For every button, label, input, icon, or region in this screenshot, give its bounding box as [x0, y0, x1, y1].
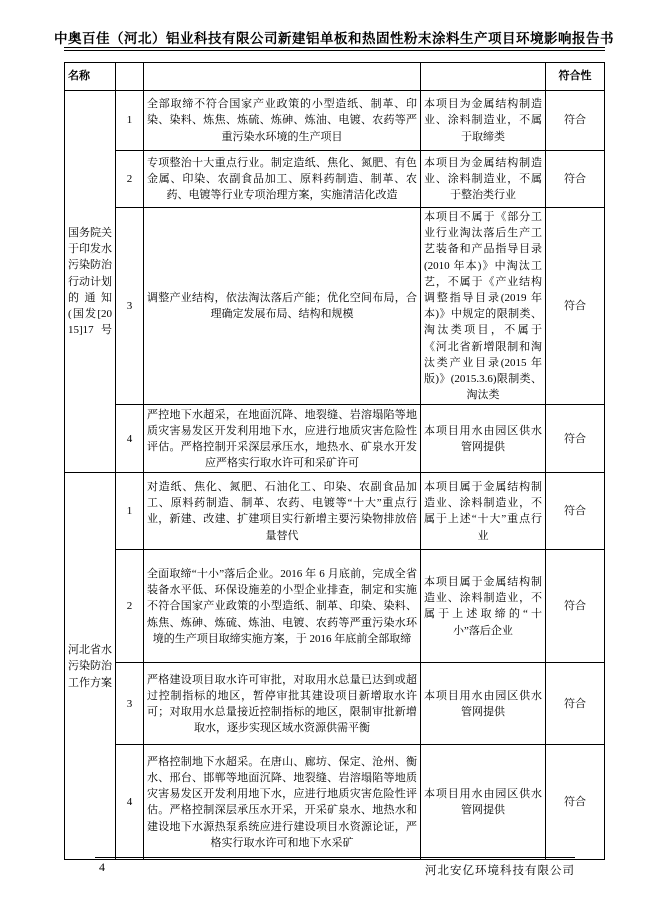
compliance-result: 符合 — [546, 405, 605, 473]
requirement-text: 全面取缔“十小”落后企业。2016 年 6 月底前，完成全省装备水平低、环保设施差的小型企业排查，制定和实施不符合国家产业政策的小型造纸、制革、印染、染料、炼焦、炼砷、炼硫、炼油、电镀、农药等严重污染水环境的生产项目取缔实施方案，于 2016 年底前全部取缔 — [144, 550, 421, 663]
table-header-row — [65, 63, 605, 91]
table-row — [65, 405, 605, 473]
compliance-result: 符合 — [546, 151, 605, 208]
compliance-result: 符合 — [546, 91, 605, 151]
requirement-text: 专项整治十大重点行业。制定造纸、焦化、氮肥、有色金属、印染、农副食品加工、原料药制造、制革、农药、电镀等行业专项治理方案，实施清洁化改造 — [144, 151, 421, 208]
row-number: 1 — [116, 91, 144, 151]
column-header-name: 名称 — [65, 63, 116, 91]
compliance-result: 符合 — [546, 473, 605, 550]
project-analysis-text: 本项目为金属结构制造业、涂料制造业，不属于整治类行业 — [421, 151, 546, 208]
row-number: 4 — [116, 405, 144, 473]
project-analysis-text: 本项目用水由园区供水管网提供 — [421, 663, 546, 745]
header-spacer-cell — [116, 63, 144, 91]
compliance-result: 符合 — [546, 550, 605, 663]
project-analysis-text: 本项目为金属结构制造业、涂料制造业，不属于取缔类 — [421, 91, 546, 151]
document-header-title: 中奥百佳（河北）铝业科技有限公司新建铝单板和热固性粉末涂料生产项目环境影响报告书 — [54, 31, 614, 46]
header-double-rule — [64, 47, 605, 51]
row-number: 2 — [116, 550, 144, 663]
compliance-result: 符合 — [546, 663, 605, 745]
project-analysis-text: 本项目属于金属结构制造业、涂料制造业，不属于上述“十大”重点行业 — [421, 473, 546, 550]
footer-rule — [95, 857, 575, 858]
requirement-text: 对造纸、焦化、氮肥、石油化工、印染、农副食品加工、原料药制造、制革、农药、电镀等“十大”重点行业，新建、改建、扩建项目实行新增主要污染物排放倍量替代 — [144, 473, 421, 550]
project-analysis-text: 本项目用水由园区供水管网提供 — [421, 745, 546, 860]
footer-company-name: 河北安亿环境科技有限公司 — [425, 865, 575, 877]
header-spacer-cell — [144, 63, 421, 91]
project-analysis-text: 本项目不属于《部分工业行业淘汰落后生产工艺装备和产品指导目录(2010 年本)》中淘汰工艺，不属于《产业结构调整指导目录(2019 年本)》中规定的限制类、淘汰类项目，不属于《河北省新增限制和淘汰类产业目录(2015 年版)》(2015.3.6)限制类、淘汰类 — [421, 208, 546, 405]
header-spacer-cell — [421, 63, 546, 91]
row-number: 3 — [116, 208, 144, 405]
table-row — [65, 151, 605, 208]
policy-group-label: 河北省水污染防治工作方案 — [65, 473, 116, 860]
requirement-text: 严格控制地下水超采。在唐山、廊坊、保定、沧州、衡水、邢台、邯郸等地面沉降、地裂缝、岩溶塌陷等地质灾害易发区开发利用地下水，应进行地质灾害危险性评估。严格控制深层承压水开采，开采矿泉水、地热水和建设地下水源热泵系统应进行建设项目水资源论证，严格实行取水许可和地下水采矿 — [144, 745, 421, 860]
policy-group-label: 国务院关于印发水污染防治行动计划的通知(国发[2015]17号 — [65, 91, 116, 473]
row-number: 4 — [116, 745, 144, 860]
page-number: 4 — [99, 860, 105, 874]
table-row — [65, 91, 605, 151]
row-number: 2 — [116, 151, 144, 208]
requirement-text: 严格建设项目取水许可审批，对取用水总量已达到或超过控制指标的地区，暂停审批其建设项目新增取水许可；对取用水总量接近控制指标的地区，限制审批新增取水，逐步实现区域水资源供需平衡 — [144, 663, 421, 745]
project-analysis-text: 本项目用水由园区供水管网提供 — [421, 405, 546, 473]
table-row — [65, 208, 605, 405]
requirement-text: 严控地下水超采，在地面沉降、地裂缝、岩溶塌陷等地质灾害易发区开发利用地下水，应进行地质灾害危险性评估。严格控制开采深层承压水，地热水、矿泉水开发应严格实行取水许可和采矿许可 — [144, 405, 421, 473]
column-header-compliance: 符合性 — [546, 63, 605, 91]
row-number: 3 — [116, 663, 144, 745]
compliance-result: 符合 — [546, 745, 605, 860]
table-row — [65, 745, 605, 860]
table-row — [65, 550, 605, 663]
table-row — [65, 473, 605, 550]
project-analysis-text: 本项目属于金属结构制造业、涂料制造业，不属于上述取缔的“十小”落后企业 — [421, 550, 546, 663]
compliance-result: 符合 — [546, 208, 605, 405]
requirement-text: 调整产业结构，依法淘汰落后产能；优化空间布局，合理确定发展布局、结构和规模 — [144, 208, 421, 405]
row-number: 1 — [116, 473, 144, 550]
requirement-text: 全部取缔不符合国家产业政策的小型造纸、制革、印染、染料、炼焦、炼硫、炼砷、炼油、电镀、农药等严重污染水环境的生产项目 — [144, 91, 421, 151]
table-row — [65, 663, 605, 745]
compliance-table — [64, 62, 605, 860]
